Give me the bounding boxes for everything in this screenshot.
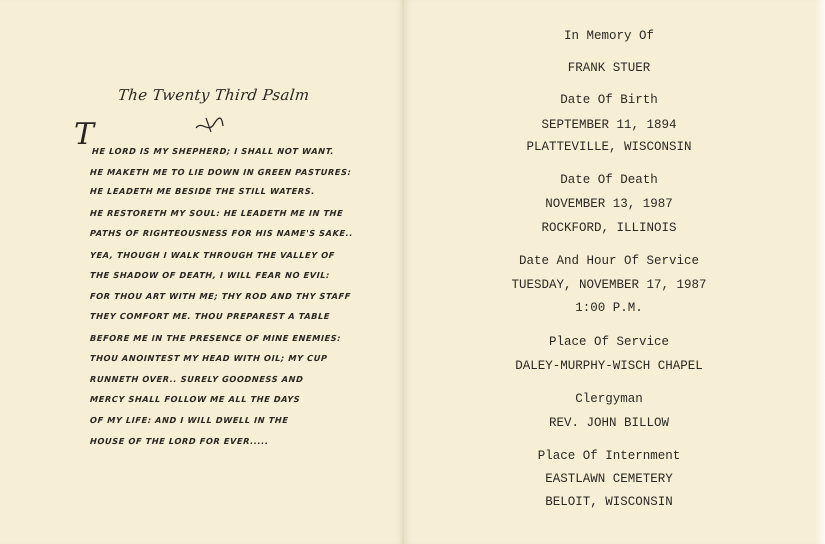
psalm-initial: T: [74, 117, 95, 152]
psalm-line: BEFORE ME IN THE PRESENCE OF MINE ENEMIES:: [89, 333, 342, 343]
memorial-heading: In Memory Of: [563, 29, 654, 43]
psalm-line: THOU ANOINTEST MY HEAD WITH OIL; MY CUP: [89, 353, 328, 363]
psalm-title: The Twenty Third Psalm: [117, 86, 311, 104]
psalm-line: HE MAKETH ME TO LIE DOWN IN GREEN PASTURES:: [89, 167, 352, 177]
psalm-line: RUNNETH OVER.. SURELY GOODNESS AND: [89, 374, 304, 384]
birth-date: SEPTEMBER 11, 1894: [541, 118, 677, 132]
psalm-line: THE SHADOW OF DEATH, I WILL FEAR NO EVIL:: [89, 270, 331, 280]
service-place: DALEY-MURPHY-WISCH CHAPEL: [515, 359, 703, 373]
birth-place: PLATTEVILLE, WISCONSIN: [526, 140, 692, 154]
psalm-line: THEY COMFORT ME. THOU PREPAREST A TABLE: [89, 311, 331, 321]
death-place: ROCKFORD, ILLINOIS: [541, 221, 677, 235]
psalm-line: OF MY LIFE: AND I WILL DWELL IN THE: [89, 415, 289, 425]
service-place-label: Place Of Service: [548, 335, 670, 349]
psalm-line: HOUSE OF THE LORD FOR EVER.....: [89, 436, 270, 446]
service-date: TUESDAY, NOVEMBER 17, 1987: [511, 278, 707, 292]
interment-place: EASTLAWN CEMETERY: [545, 472, 673, 486]
psalm-line: YEA, THOUGH I WALK THROUGH THE VALLEY OF: [89, 250, 336, 260]
flourish-ornament: [192, 114, 226, 136]
psalm-line: HE RESTORETH MY SOUL: HE LEADETH ME IN THE: [89, 208, 344, 218]
clergy-label: Clergyman: [575, 392, 643, 406]
psalm-line: HE LEADETH ME BESIDE THE STILL WATERS.: [89, 186, 316, 196]
psalm-line: FOR THOU ART WITH ME; THY ROD AND THY STAFF: [89, 291, 352, 301]
psalm-line: MERCY SHALL FOLLOW ME ALL THE DAYS: [89, 394, 301, 404]
service-time-label: Date And Hour Of Service: [518, 254, 700, 268]
deceased-name: FRANK STUER: [567, 61, 651, 75]
interment-city: BELOIT, WISCONSIN: [545, 495, 673, 509]
clergy-name: REV. JOHN BILLOW: [548, 416, 670, 430]
scan-edge: [815, 0, 825, 544]
birth-label: Date Of Birth: [560, 93, 658, 107]
death-label: Date Of Death: [560, 173, 658, 187]
psalm-line: PATHS OF RIGHTEOUSNESS FOR HIS NAME'S SAKE..: [89, 228, 354, 238]
psalm-page: [0, 0, 404, 544]
service-time: 1:00 P.M.: [575, 301, 643, 315]
death-date: NOVEMBER 13, 1987: [545, 197, 673, 211]
psalm-line: HE LORD IS MY SHEPHERD; I SHALL NOT WANT.: [91, 146, 335, 156]
interment-label: Place Of Internment: [537, 449, 681, 463]
